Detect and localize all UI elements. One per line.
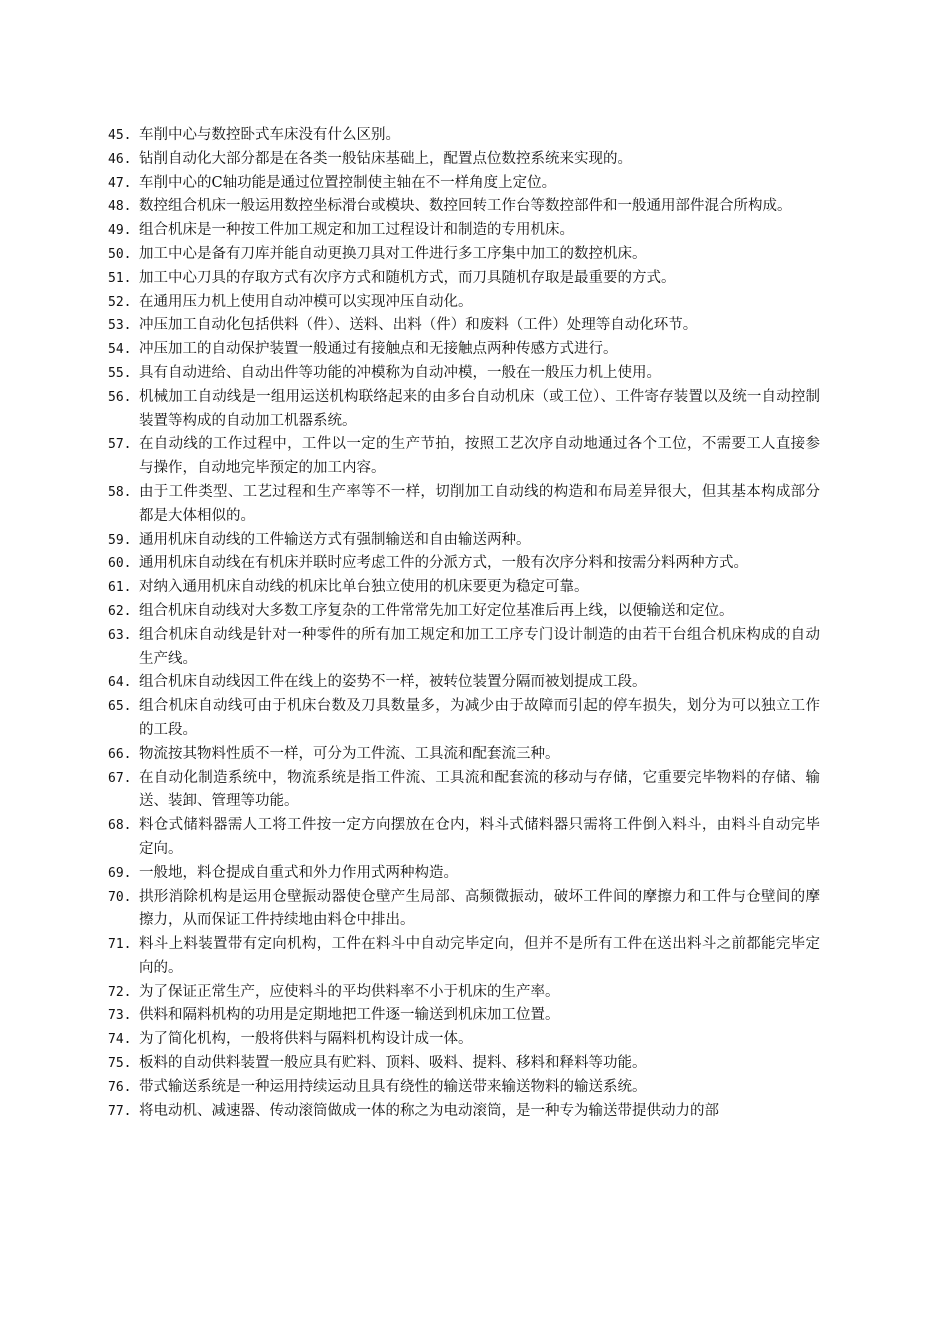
item-text: 料斗上料装置带有定向机构，工件在料斗中自动完毕定向，但并不是所有工件在送出料斗之前都能完毕定向的。 bbox=[139, 936, 820, 976]
item-text: 拱形消除机构是运用仓壁振动器使仓壁产生局部、高频微振动，破坏工件间的摩擦力和工件与仓壁间的摩擦力，从而保证工件持续地由料仓中排出。 bbox=[139, 888, 820, 929]
item-number: 53. bbox=[108, 318, 132, 334]
item-text: 在自动化制造系统中，物流系统是指工件流、工具流和配套流的移动与存储，它重要完毕物料的存储、输送、装卸、管理等功能。 bbox=[139, 769, 820, 810]
list-item bbox=[108, 362, 820, 386]
list-item bbox=[108, 172, 820, 196]
list-item bbox=[108, 314, 820, 338]
list-item bbox=[108, 219, 820, 243]
item-number: 63. bbox=[108, 627, 132, 643]
item-number: 55. bbox=[108, 365, 132, 381]
item-text: 机械加工自动线是一组用运送机构联络起来的由多台自动机床（或工位）、工件寄存装置以及统一自动控制装置等构成的自动加工机器系统。 bbox=[139, 388, 820, 429]
item-text: 数控组合机床一般运用数控坐标滑台或模块、数控回转工作台等数控部件和一般通用部件混合所构成。 bbox=[139, 198, 792, 215]
list-item bbox=[108, 886, 820, 934]
item-number: 54. bbox=[108, 342, 132, 358]
item-number: 50. bbox=[108, 246, 132, 262]
item-text: 通用机床自动线在有机床并联时应考虑工件的分派方式，一般有次序分料和按需分料两种方式。 bbox=[139, 555, 748, 572]
list-item bbox=[108, 1100, 820, 1124]
item-number: 48. bbox=[108, 199, 132, 215]
list-item bbox=[108, 1004, 820, 1028]
item-text: 具有自动进给、自动出件等功能的冲模称为自动冲模，一般在一般压力机上使用。 bbox=[139, 364, 661, 381]
item-text: 组合机床自动线因工件在线上的姿势不一样，被转位装置分隔而被划提成工段。 bbox=[139, 674, 647, 691]
item-number: 58. bbox=[108, 484, 132, 500]
list-item bbox=[108, 743, 820, 767]
list-item bbox=[108, 195, 820, 219]
list-item bbox=[108, 124, 820, 148]
item-number: 65. bbox=[108, 699, 132, 715]
item-text: 板料的自动供料装置一般应具有贮料、顶料、吸料、提料、移料和释料等功能。 bbox=[139, 1055, 647, 1072]
item-text: 一般地，料仓提成自重式和外力作用式两种构造。 bbox=[139, 864, 458, 881]
item-text: 加工中心刀具的存取方式有次序方式和随机方式，而刀具随机存取是最重要的方式。 bbox=[139, 269, 676, 286]
list-item bbox=[108, 624, 820, 672]
item-number: 59. bbox=[108, 532, 132, 548]
list-item bbox=[108, 529, 820, 553]
item-text: 组合机床自动线对大多数工序复杂的工件常常先加工好定位基准后再上线，以便输送和定位。 bbox=[139, 602, 734, 619]
list-item bbox=[108, 552, 820, 576]
item-text: 通用机床自动线的工件输送方式有强制输送和自由输送两种。 bbox=[139, 531, 531, 548]
list-item bbox=[108, 576, 820, 600]
list-item bbox=[108, 481, 820, 529]
item-number: 71. bbox=[108, 937, 132, 953]
list-item bbox=[108, 1052, 820, 1076]
item-text: 对纳入通用机床自动线的机床比单台独立使用的机床要更为稳定可靠。 bbox=[139, 579, 589, 596]
item-number: 51. bbox=[108, 270, 132, 286]
list-item bbox=[108, 671, 820, 695]
statement-list bbox=[108, 124, 820, 1123]
item-text: 将电动机、减速器、传动滚筒做成一体的称之为电动滚筒，是一种专为输送带提供动力的部 bbox=[139, 1102, 719, 1119]
item-number: 52. bbox=[108, 294, 132, 310]
list-item bbox=[108, 386, 820, 434]
list-item bbox=[108, 291, 820, 315]
item-text: 供料和隔料机构的功用是定期地把工件逐一输送到机床加工位置。 bbox=[139, 1007, 560, 1024]
list-item bbox=[108, 433, 820, 481]
item-number: 64. bbox=[108, 675, 132, 691]
list-item bbox=[108, 148, 820, 172]
item-text: 加工中心是备有刀库并能自动更换刀具对工件进行多工序集中加工的数控机床。 bbox=[139, 245, 647, 262]
list-item bbox=[108, 1076, 820, 1100]
list-item bbox=[108, 1028, 820, 1052]
item-number: 56. bbox=[108, 389, 132, 405]
item-number: 68. bbox=[108, 818, 132, 834]
item-text: 车削中心的C轴功能是通过位置控制使主轴在不一样角度上定位。 bbox=[139, 174, 557, 191]
item-text: 组合机床是一种按工件加工规定和加工过程设计和制造的专用机床。 bbox=[139, 222, 574, 239]
item-text: 在自动线的工作过程中，工件以一定的生产节拍，按照工艺次序自动地通过各个工位，不需要工人直接参与操作，自动地完毕预定的加工内容。 bbox=[139, 436, 820, 477]
list-item bbox=[108, 695, 820, 743]
item-number: 67. bbox=[108, 770, 132, 786]
item-text: 车削中心与数控卧式车床没有什么区别。 bbox=[139, 127, 400, 143]
item-text: 冲压加工的自动保护装置一般通过有接触点和无接触点两种传感方式进行。 bbox=[139, 341, 618, 358]
item-number: 45. bbox=[108, 128, 132, 143]
item-number: 46. bbox=[108, 151, 132, 167]
document-page bbox=[108, 124, 820, 1123]
item-text: 料仓式储料器需人工将工件按一定方向摆放在仓内，料斗式储料器只需将工件倒入料斗，由料斗自动完毕定向。 bbox=[139, 817, 820, 857]
list-item bbox=[108, 933, 820, 981]
list-item bbox=[108, 600, 820, 624]
list-item bbox=[108, 267, 820, 291]
list-item bbox=[108, 243, 820, 267]
item-text: 带式输送系统是一种运用持续运动且具有绕性的输送带来输送物料的输送系统。 bbox=[139, 1078, 647, 1095]
list-item bbox=[108, 338, 820, 362]
item-number: 72. bbox=[108, 984, 132, 1000]
list-item bbox=[108, 981, 820, 1005]
item-text: 组合机床自动线是针对一种零件的所有加工规定和加工工序专门设计制造的由若干台组合机床构成的自动生产线。 bbox=[139, 626, 820, 667]
item-text: 由于工件类型、工艺过程和生产率等不一样，切削加工自动线的构造和布局差异很大，但其基本构成部分都是大体相似的。 bbox=[139, 483, 820, 524]
item-number: 74. bbox=[108, 1032, 132, 1048]
item-number: 57. bbox=[108, 437, 132, 453]
item-text: 冲压加工自动化包括供料（件）、送料、出料（件）和废料（工件）处理等自动化环节。 bbox=[139, 317, 698, 334]
item-number: 60. bbox=[108, 556, 132, 572]
item-number: 75. bbox=[108, 1056, 132, 1072]
item-number: 70. bbox=[108, 889, 132, 905]
item-number: 73. bbox=[108, 1008, 132, 1024]
item-text: 物流按其物料性质不一样，可分为工件流、工具流和配套流三种。 bbox=[139, 745, 560, 762]
item-number: 77. bbox=[108, 1103, 132, 1119]
item-number: 66. bbox=[108, 746, 132, 762]
item-text: 组合机床自动线可由于机床台数及刀具数量多，为减少由于故障而引起的停车损失，划分为可以独立工作的工段。 bbox=[139, 698, 820, 738]
list-item bbox=[108, 814, 820, 862]
item-number: 69. bbox=[108, 865, 132, 881]
item-number: 61. bbox=[108, 580, 132, 596]
item-text: 为了保证正常生产，应使料斗的平均供料率不小于机床的生产率。 bbox=[139, 983, 560, 1000]
item-text: 为了简化机构，一般将供料与隔料机构设计成一体。 bbox=[139, 1031, 473, 1048]
item-number: 76. bbox=[108, 1079, 132, 1095]
item-number: 47. bbox=[108, 175, 132, 191]
list-item bbox=[108, 862, 820, 886]
list-item bbox=[108, 767, 820, 815]
item-number: 49. bbox=[108, 223, 132, 239]
item-text: 钻削自动化大部分都是在各类一般钻床基础上，配置点位数控系统来实现的。 bbox=[139, 150, 632, 167]
item-number: 62. bbox=[108, 603, 132, 619]
item-text: 在通用压力机上使用自动冲模可以实现冲压自动化。 bbox=[139, 293, 473, 310]
